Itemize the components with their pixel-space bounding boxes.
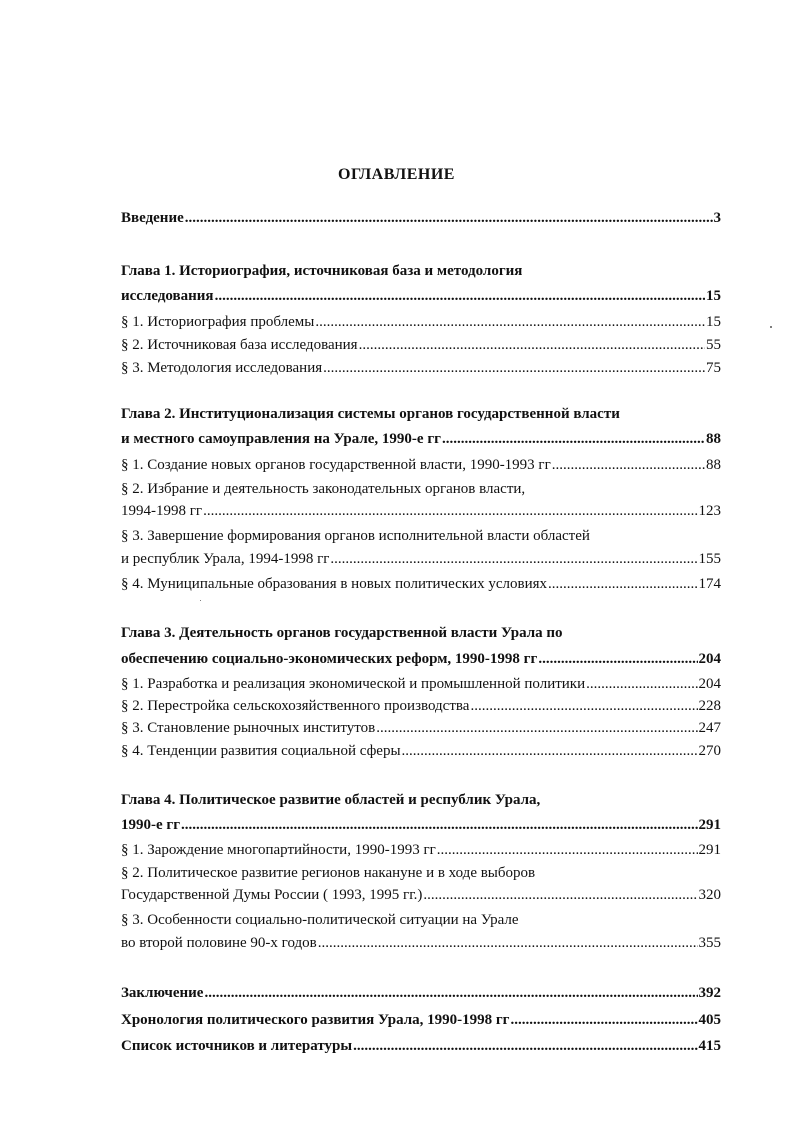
toc-entry-text: § 1. Разработка и реализация экономической и промышленной политики [121, 676, 586, 692]
dot-leader [510, 1012, 697, 1029]
toc-entry-page: 123 [698, 503, 721, 519]
toc-entry-text: 1990-е гг [121, 817, 181, 833]
toc-section-line1: § 2. Избрание и деятельность законодательных органов власти, [121, 481, 526, 497]
dot-leader [470, 698, 697, 715]
toc-entry-page: 204 [698, 676, 721, 692]
toc-section [121, 314, 721, 336]
dot-leader [538, 651, 697, 668]
dot-leader [376, 720, 697, 737]
toc-entry-chapter1 [121, 288, 721, 310]
toc-entry-intro [121, 210, 721, 232]
toc-entry-page: 247 [698, 720, 721, 736]
toc-entry-text: § 4. Муниципальные образования в новых политических условиях [121, 576, 547, 592]
toc-entry-page: 415 [698, 1038, 721, 1054]
chapter3-title-line1: Глава 3. Деятельность органов государственной власти Урала по [121, 625, 563, 641]
toc-entry-text: Государственной Думы России ( 1993, 1995 гг.) [121, 887, 423, 903]
chapter2-title-line1: Глава 2. Институционализация системы органов государственной власти [121, 406, 620, 422]
toc-section [121, 842, 721, 864]
dot-leader [215, 288, 705, 305]
chapter4-title-line1: Глава 4. Политическое развитие областей и республик Урала, [121, 792, 541, 808]
toc-entry-chapter2 [121, 431, 721, 453]
toc-entry-page: 392 [698, 985, 721, 1001]
toc-section-line1: § 2. Политическое развитие регионов накануне и в ходе выборов [121, 865, 536, 881]
toc-entry-page: 291 [698, 842, 721, 858]
toc-entry-text: § 1. Зарождение многопартийности, 1990-1993 гг [121, 842, 436, 858]
scan-speck [200, 600, 201, 601]
toc-entry-page: 55 [706, 337, 721, 353]
toc-section [121, 698, 721, 720]
dot-leader [323, 360, 705, 377]
toc-entry-page: 291 [698, 817, 721, 833]
toc-entry-page: 155 [698, 551, 721, 567]
dot-leader [552, 457, 705, 474]
dot-leader [315, 314, 705, 331]
toc-entry-page: 88 [706, 457, 721, 473]
toc-entry-page: 15 [706, 314, 721, 330]
toc-section [121, 457, 721, 479]
dot-leader [359, 337, 705, 354]
toc-entry-text: Список источников и литературы [121, 1038, 353, 1054]
toc-section [121, 576, 721, 598]
chapter1-title-line1: Глава 1. Историография, источниковая база и методология [121, 263, 523, 279]
toc-entry-page: 88 [706, 431, 721, 447]
dot-leader [423, 887, 697, 904]
toc-entry-text: § 1. Создание новых органов государственной власти, 1990-1993 гг [121, 457, 551, 473]
dot-leader [330, 551, 697, 568]
toc-section [121, 360, 721, 382]
toc-section-line1: § 3. Завершение формирования органов исполнительной власти областей [121, 528, 590, 544]
dot-leader [185, 210, 713, 227]
dot-leader [203, 503, 697, 520]
toc-entry-page: 270 [698, 743, 721, 759]
toc-entry-chapter4 [121, 817, 721, 839]
toc-entry-page: 228 [698, 698, 721, 714]
toc-entry-page: 355 [698, 935, 721, 951]
toc-entry-text: 1994-1998 гг [121, 503, 203, 519]
toc-section [121, 935, 721, 957]
toc-entry-text: исследования [121, 288, 214, 304]
toc-entry-text: § 3. Становление рыночных институтов [121, 720, 376, 736]
toc-entry-page: 320 [698, 887, 721, 903]
toc-entry-text: § 4. Тенденции развития социальной сферы [121, 743, 401, 759]
dot-leader [318, 935, 698, 952]
toc-entry-text: во второй половине 90-х годов [121, 935, 317, 951]
toc-entry-text: § 3. Методология исследования [121, 360, 323, 376]
toc-entry-sources [121, 1038, 721, 1060]
dot-leader [353, 1038, 697, 1055]
toc-entry-page: 204 [698, 651, 721, 667]
toc-entry-page: 75 [706, 360, 721, 376]
dot-leader [204, 985, 697, 1002]
scan-speck [770, 326, 772, 328]
toc-entry-page: 174 [698, 576, 721, 592]
toc-entry-text: Введение [121, 210, 184, 226]
toc-section [121, 337, 721, 359]
toc-section-line1: § 3. Особенности социально-политической ситуации на Урале [121, 912, 519, 928]
dot-leader [181, 817, 697, 834]
toc-section [121, 743, 721, 765]
toc-entry-conclusion [121, 985, 721, 1007]
toc-entry-chronology [121, 1012, 721, 1034]
dot-leader [437, 842, 698, 859]
toc-section [121, 503, 721, 525]
toc-entry-page: 3 [713, 210, 721, 226]
toc-entry-text: и местного самоуправления на Урале, 1990-е гг [121, 431, 441, 447]
toc-entry-text: § 2. Перестройка сельскохозяйственного производства [121, 698, 470, 714]
dot-leader [402, 743, 698, 760]
toc-entry-text: и республик Урала, 1994-1998 гг [121, 551, 330, 567]
page-title: ОГЛАВЛЕНИЕ [338, 166, 455, 183]
toc-entry-text: обеспечению социально-экономических реформ, 1990-1998 гг [121, 651, 538, 667]
toc-entry-text: § 2. Источниковая база исследования [121, 337, 358, 353]
toc-section [121, 720, 721, 742]
dot-leader [548, 576, 698, 593]
toc-entry-text: § 1. Историография проблемы [121, 314, 315, 330]
toc-entry-chapter3 [121, 651, 721, 673]
toc-section [121, 551, 721, 573]
dot-leader [586, 676, 697, 693]
toc-entry-text: Заключение [121, 985, 204, 1001]
toc-entry-page: 405 [698, 1012, 721, 1028]
toc-entry-text: Хронология политического развития Урала, 1990-1998 гг [121, 1012, 510, 1028]
toc-section [121, 887, 721, 909]
toc-section [121, 676, 721, 698]
dot-leader [442, 431, 705, 448]
toc-entry-page: 15 [706, 288, 721, 304]
